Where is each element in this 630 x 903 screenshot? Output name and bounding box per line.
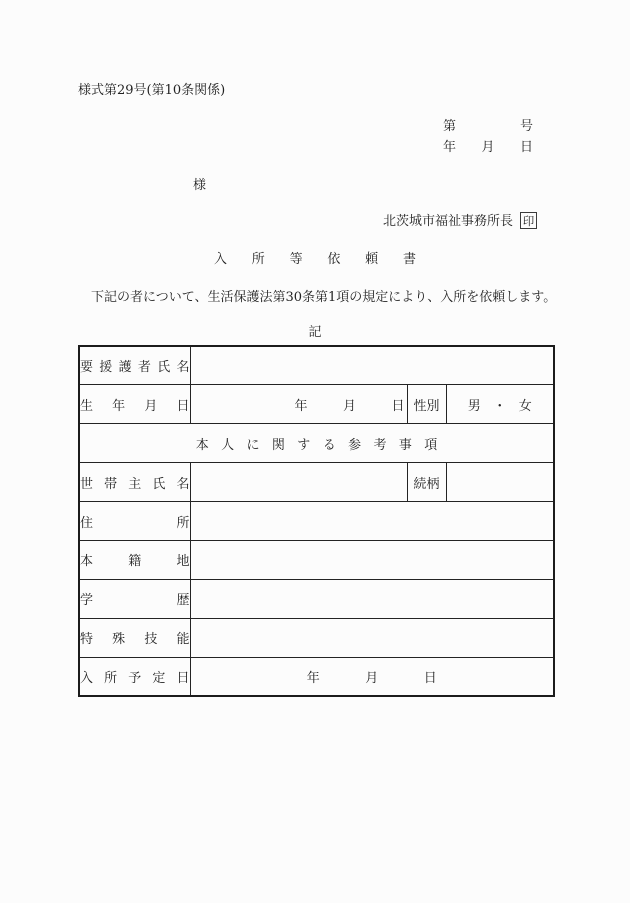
- form-number-note: 様式第29号(第10条関係): [78, 83, 226, 98]
- cell-relation-value: [446, 463, 554, 502]
- birthdate-ymd: 年 月 日: [294, 398, 405, 414]
- label-planned-admission-date: 入 所 予 定 日: [79, 657, 190, 696]
- doc-number-line: [443, 115, 533, 134]
- cell-nominee-name-value: [190, 346, 554, 385]
- addressee-honorific: 様: [193, 178, 207, 193]
- sender-title: 北茨城市福祉事務所長: [383, 214, 514, 229]
- planned-admission-ymd: 年 月 日: [306, 670, 437, 686]
- table-row-planned-admission-date: [79, 657, 554, 696]
- cell-education-value: [190, 579, 554, 618]
- table-row-registered-domicile: [79, 540, 554, 579]
- table-row-birthdate: [79, 385, 554, 424]
- issue-date-year: 年: [443, 140, 457, 155]
- label-education: 学 歴: [79, 579, 190, 618]
- table-row-special-skills: [79, 618, 554, 657]
- body-paragraph: 下記の者について、生活保護法第30条第1項の規定により、入所を依頼します。: [91, 290, 557, 305]
- issue-date-day: 日: [519, 140, 533, 155]
- seal-mark: 印: [520, 212, 537, 229]
- record-marker: 記: [308, 325, 322, 340]
- table-row-section-header: [79, 424, 554, 463]
- cell-householder-name-value: [190, 463, 407, 502]
- label-birthdate: 生 年 月 日: [79, 385, 190, 424]
- doc-number-suffix: 号: [519, 119, 533, 134]
- label-address: 住 所: [79, 502, 190, 541]
- label-householder-name: 世 帯 主 氏 名: [79, 463, 190, 502]
- cell-planned-admission-date-value: [190, 657, 554, 696]
- label-registered-domicile: 本 籍 地: [79, 540, 190, 579]
- cell-sex-value: [446, 385, 554, 424]
- table-row-householder-name: [79, 463, 554, 502]
- table-row-nominee-name: [79, 346, 554, 385]
- table-row-address: [79, 502, 554, 541]
- sex-options: 男 ・ 女: [467, 398, 532, 414]
- document-title: 入所等依頼書: [213, 252, 441, 267]
- cell-birthdate-value: [190, 385, 407, 424]
- label-sex: 性別: [407, 385, 446, 424]
- section-header: 本人に関する参考事項: [79, 424, 554, 463]
- issue-date-month: 月: [481, 140, 495, 155]
- label-special-skills: 特 殊 技 能: [79, 618, 190, 657]
- cell-registered-domicile-value: [190, 540, 554, 579]
- form-table: [78, 345, 555, 697]
- cell-special-skills-value: [190, 618, 554, 657]
- issue-date-line: [443, 136, 533, 155]
- label-relation: 続柄: [407, 463, 446, 502]
- cell-address-value: [190, 502, 554, 541]
- table-row-education: [79, 579, 554, 618]
- sender-line: [383, 210, 537, 229]
- doc-number-prefix: 第: [443, 119, 457, 134]
- label-nominee-name: 要 援 護 者 氏 名: [79, 346, 190, 385]
